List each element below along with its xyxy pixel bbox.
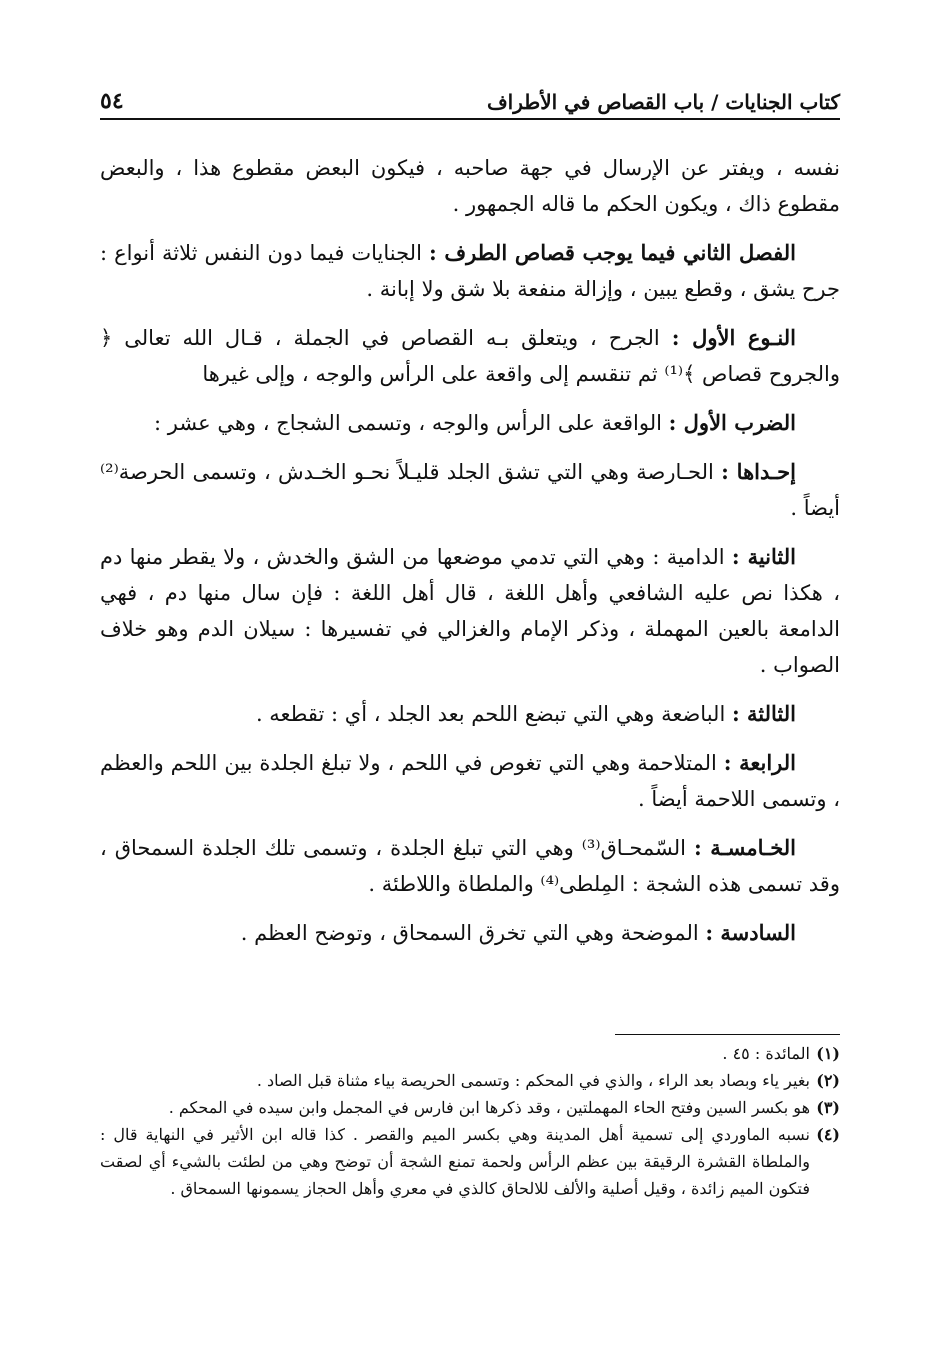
paragraph <box>100 150 840 222</box>
running-title: كتاب الجنايات / باب القصاص في الأطراف <box>486 90 840 114</box>
footnote-text: نسبه الماوردي إلى تسمية أهل المدينة وهي بكسر الميم والقصر . كذا قاله ابن الأثير في النهاية قال : والملطاة القشرة الرقيقة بين عظم الرأس ولحمة تمنع الشجة أن توضح وهي من لطئت بالشيء أي لصقت فتكون الميم زائدة ، وقيل أصلية والألف للالحاق كالذي في معري وأهل الحجاز يسمونها السمحاق . <box>100 1125 810 1198</box>
paragraph-heading: النـوع الأول : <box>671 325 796 350</box>
paragraph <box>100 454 840 526</box>
footnote-text: بغير ياء وبصاد بعد الراء ، والذي في المحكم : وتسمى الحريصة بياء مثناة قبل الصاد . <box>256 1071 810 1090</box>
footnote-divider <box>615 1034 840 1035</box>
footnote-number: (٢) <box>816 1071 840 1090</box>
paragraph <box>100 696 840 732</box>
paragraph <box>100 915 840 951</box>
footnote <box>100 1040 840 1067</box>
paragraph-text: نفسه ، ويفتر عن الإرسال في جهة صاحبه ، فيكون البعض مقطوع هذا ، والبعض مقطوع ذاك ، ويكون الحكم ما قاله الجمهور . <box>100 156 840 216</box>
footnote <box>100 1094 840 1121</box>
paragraph-text: المتلاحمة وهي التي تغوص في اللحم ، ولا تبلغ الجلدة بين اللحم والعظم ، وتسمى اللاحمة أيضاً . <box>100 751 840 811</box>
paragraph-heading: الثالثة : <box>731 701 796 726</box>
footnote-number: (٤) <box>816 1125 840 1144</box>
paragraph-text: الموضحة وهي التي تخرق السمحاق ، وتوضح العظم . <box>240 921 706 945</box>
paragraph-text: السّمحـاق⁽³⁾ وهي التي تبلغ الجلدة ، وتسمى تلك الجلدة السمحاق ، وقد تسمى هذه الشجة : المِلطى⁽⁴⁾ والملطاة واللاطئة . <box>100 836 840 896</box>
footnote-text: المائدة : ٤٥ . <box>722 1044 810 1063</box>
footnotes <box>100 1040 840 1202</box>
footnote-number: (٣) <box>816 1098 840 1117</box>
paragraph-heading: الرابعة : <box>723 750 797 775</box>
paragraph <box>100 320 840 392</box>
paragraph-text: الجرح ، ويتعلق بـه القصاص في الجملة ، قـال الله تعالى ﴿ والجروح قصاص ﴾⁽¹⁾ ثم تنقسم إلى واقعة على الرأس والوجه ، وإلى غيرها <box>100 326 840 386</box>
paragraph <box>100 405 840 441</box>
paragraph <box>100 745 840 817</box>
paragraph-heading: الفصل الثاني فيما يوجب قصاص الطرف : <box>428 240 796 265</box>
page-number: ٥٤ <box>100 88 124 114</box>
running-header <box>100 80 840 120</box>
paragraph-heading: الثانية : <box>731 544 796 569</box>
footnote-number: (١) <box>816 1044 840 1063</box>
paragraph <box>100 830 840 902</box>
paragraph-text: الواقعة على الرأس والوجه ، وتسمى الشجاج ، وهي عشر : <box>154 411 669 435</box>
footnote-text: هو بكسر السين وفتح الحاء المهملتين ، وقد ذكرها ابن فارس في المجمل وابن سيده في المحكم . <box>168 1098 810 1117</box>
paragraph-heading: إحـداها : <box>721 459 796 484</box>
paragraph <box>100 539 840 683</box>
main-text <box>100 150 840 964</box>
paragraph-text: الحـارصة وهي التي تشق الجلد قليـلاً نحـو الخـدش ، وتسمى الحرصة⁽²⁾ أيضاً . <box>100 460 840 520</box>
footnote <box>100 1067 840 1094</box>
paragraph-text: الباضعة وهي التي تبضع اللحم بعد الجلد ، أي : تقطعه . <box>255 702 732 726</box>
footnote <box>100 1121 840 1202</box>
paragraph-text: الدامية : وهي التي تدمي موضعها من الشق والخدش ، ولا يقطر منها دم ، هكذا نص عليه الشافعي وأهل اللغة ، قال أهل اللغة : فإن سال منها دم ، فهي الدامعة بالعين المهملة ، وذكر الإمام والغزالي في تفسيرها : سيلان الدم وهو خلاف الصواب . <box>100 545 840 677</box>
paragraph-heading: الخـامسـة : <box>693 835 796 860</box>
paragraph-heading: الضرب الأول : <box>668 410 796 435</box>
paragraph-heading: السادسة : <box>705 920 796 945</box>
paragraph <box>100 235 840 307</box>
paragraph-text: الجنايات فيما دون النفس ثلاثة أنواع : جرح يشق ، وقطع يبين ، وإزالة منفعة بلا شق ولا إبانة . <box>100 241 840 301</box>
